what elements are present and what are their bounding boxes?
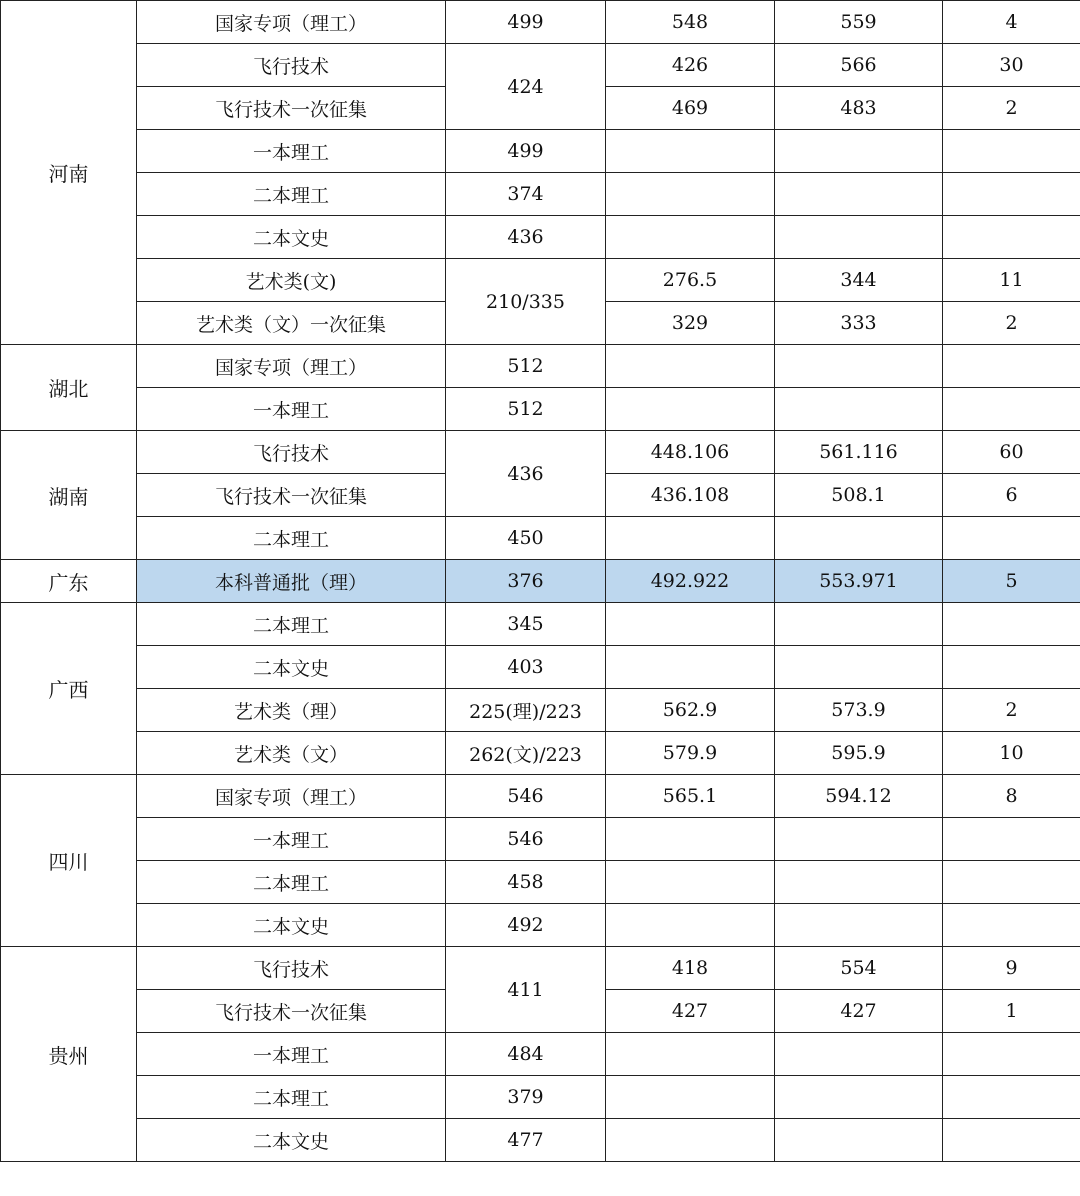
min-score-cell <box>606 216 775 259</box>
min-score-cell: 565.1 <box>606 775 775 818</box>
count-cell <box>943 904 1080 947</box>
category-cell: 二本文史 <box>137 904 446 947</box>
province-cell: 广西 <box>1 603 137 775</box>
count-cell <box>943 1076 1080 1119</box>
min-score-cell: 562.9 <box>606 689 775 732</box>
count-cell: 1 <box>943 990 1080 1033</box>
count-cell: 60 <box>943 431 1080 474</box>
category-cell: 二本理工 <box>137 603 446 646</box>
max-score-cell: 508.1 <box>775 474 943 517</box>
max-score-cell <box>775 818 943 861</box>
table-row <box>1 775 1080 818</box>
control-line-cell: 546 <box>446 818 606 861</box>
count-cell: 30 <box>943 44 1080 87</box>
max-score-cell: 333 <box>775 302 943 345</box>
min-score-cell: 436.108 <box>606 474 775 517</box>
control-line-cell: 379 <box>446 1076 606 1119</box>
category-cell: 一本理工 <box>137 1033 446 1076</box>
count-cell <box>943 818 1080 861</box>
category-cell: 飞行技术一次征集 <box>137 990 446 1033</box>
count-cell <box>943 861 1080 904</box>
max-score-cell: 483 <box>775 87 943 130</box>
min-score-cell <box>606 1076 775 1119</box>
count-cell: 4 <box>943 1 1080 44</box>
max-score-cell: 554 <box>775 947 943 990</box>
count-cell: 8 <box>943 775 1080 818</box>
min-score-cell: 418 <box>606 947 775 990</box>
min-score-cell <box>606 345 775 388</box>
max-score-cell <box>775 345 943 388</box>
min-score-cell: 426 <box>606 44 775 87</box>
category-cell: 艺术类（理） <box>137 689 446 732</box>
min-score-cell <box>606 1033 775 1076</box>
count-cell <box>943 1033 1080 1076</box>
min-score-cell: 276.5 <box>606 259 775 302</box>
max-score-cell: 595.9 <box>775 732 943 775</box>
table-row <box>1 818 1080 861</box>
min-score-cell <box>606 818 775 861</box>
max-score-cell <box>775 130 943 173</box>
category-cell: 艺术类（文） <box>137 732 446 775</box>
count-cell: 5 <box>943 560 1080 603</box>
count-cell: 9 <box>943 947 1080 990</box>
control-line-cell: 499 <box>446 1 606 44</box>
count-cell <box>943 345 1080 388</box>
min-score-cell: 427 <box>606 990 775 1033</box>
control-line-cell: 374 <box>446 173 606 216</box>
max-score-cell: 553.971 <box>775 560 943 603</box>
count-cell: 2 <box>943 87 1080 130</box>
province-cell: 广东 <box>1 560 137 603</box>
min-score-cell <box>606 904 775 947</box>
control-line-cell: 436 <box>446 431 606 517</box>
province-cell: 河南 <box>1 1 137 345</box>
count-cell <box>943 603 1080 646</box>
max-score-cell <box>775 388 943 431</box>
table-row <box>1 44 1080 87</box>
control-line-cell: 376 <box>446 560 606 603</box>
control-line-cell: 210/335 <box>446 259 606 345</box>
count-cell <box>943 1119 1080 1162</box>
min-score-cell: 329 <box>606 302 775 345</box>
province-cell: 湖北 <box>1 345 137 431</box>
category-cell: 二本理工 <box>137 517 446 560</box>
category-cell: 飞行技术一次征集 <box>137 474 446 517</box>
count-cell <box>943 173 1080 216</box>
control-line-cell: 403 <box>446 646 606 689</box>
table-row <box>1 904 1080 947</box>
category-cell: 国家专项（理工） <box>137 1 446 44</box>
category-cell: 本科普通批（理） <box>137 560 446 603</box>
min-score-cell <box>606 130 775 173</box>
control-line-cell: 225(理)/223 <box>446 689 606 732</box>
min-score-cell: 548 <box>606 1 775 44</box>
max-score-cell: 594.12 <box>775 775 943 818</box>
table-row <box>1 431 1080 474</box>
control-line-cell: 484 <box>446 1033 606 1076</box>
max-score-cell: 427 <box>775 990 943 1033</box>
table-row <box>1 388 1080 431</box>
control-line-cell: 546 <box>446 775 606 818</box>
min-score-cell <box>606 388 775 431</box>
max-score-cell <box>775 646 943 689</box>
category-cell: 二本理工 <box>137 861 446 904</box>
max-score-cell <box>775 216 943 259</box>
count-cell: 11 <box>943 259 1080 302</box>
max-score-cell: 561.116 <box>775 431 943 474</box>
min-score-cell <box>606 603 775 646</box>
category-cell: 二本理工 <box>137 1076 446 1119</box>
table-row <box>1 689 1080 732</box>
control-line-cell: 499 <box>446 130 606 173</box>
count-cell: 2 <box>943 302 1080 345</box>
count-cell <box>943 646 1080 689</box>
table-row <box>1 345 1080 388</box>
control-line-cell: 512 <box>446 345 606 388</box>
count-cell <box>943 216 1080 259</box>
count-cell: 6 <box>943 474 1080 517</box>
province-cell: 四川 <box>1 775 137 947</box>
control-line-cell: 450 <box>446 517 606 560</box>
category-cell: 飞行技术 <box>137 947 446 990</box>
category-cell: 二本文史 <box>137 216 446 259</box>
max-score-cell <box>775 603 943 646</box>
category-cell: 飞行技术 <box>137 431 446 474</box>
max-score-cell <box>775 1033 943 1076</box>
max-score-cell: 566 <box>775 44 943 87</box>
table-row <box>1 1 1080 44</box>
max-score-cell <box>775 1076 943 1119</box>
control-line-cell: 512 <box>446 388 606 431</box>
category-cell: 艺术类（文）一次征集 <box>137 302 446 345</box>
category-cell: 一本理工 <box>137 818 446 861</box>
category-cell: 国家专项（理工） <box>137 775 446 818</box>
category-cell: 一本理工 <box>137 388 446 431</box>
max-score-cell: 344 <box>775 259 943 302</box>
max-score-cell <box>775 517 943 560</box>
category-cell: 飞行技术一次征集 <box>137 87 446 130</box>
table-row <box>1 259 1080 302</box>
count-cell <box>943 130 1080 173</box>
category-cell: 二本文史 <box>137 646 446 689</box>
table-body <box>1 1 1080 1162</box>
min-score-cell <box>606 646 775 689</box>
table-row <box>1 947 1080 990</box>
table-row <box>1 216 1080 259</box>
max-score-cell: 573.9 <box>775 689 943 732</box>
category-cell: 二本文史 <box>137 1119 446 1162</box>
max-score-cell <box>775 904 943 947</box>
min-score-cell <box>606 173 775 216</box>
category-cell: 国家专项（理工） <box>137 345 446 388</box>
max-score-cell <box>775 1119 943 1162</box>
max-score-cell <box>775 173 943 216</box>
table-row <box>1 646 1080 689</box>
control-line-cell: 262(文)/223 <box>446 732 606 775</box>
table-row-highlighted <box>1 560 1080 603</box>
min-score-cell <box>606 1119 775 1162</box>
table-row <box>1 130 1080 173</box>
control-line-cell: 411 <box>446 947 606 1033</box>
province-cell: 湖南 <box>1 431 137 560</box>
category-cell: 二本理工 <box>137 173 446 216</box>
control-line-cell: 458 <box>446 861 606 904</box>
max-score-cell <box>775 861 943 904</box>
category-cell: 一本理工 <box>137 130 446 173</box>
count-cell: 10 <box>943 732 1080 775</box>
control-line-cell: 477 <box>446 1119 606 1162</box>
min-score-cell: 492.922 <box>606 560 775 603</box>
control-line-cell: 424 <box>446 44 606 130</box>
min-score-cell <box>606 517 775 560</box>
table-row <box>1 732 1080 775</box>
table-row <box>1 603 1080 646</box>
table-row <box>1 173 1080 216</box>
category-cell: 飞行技术 <box>137 44 446 87</box>
table-row <box>1 1033 1080 1076</box>
count-cell <box>943 517 1080 560</box>
min-score-cell <box>606 861 775 904</box>
category-cell: 艺术类(文) <box>137 259 446 302</box>
table-row <box>1 517 1080 560</box>
control-line-cell: 436 <box>446 216 606 259</box>
province-cell: 贵州 <box>1 947 137 1162</box>
max-score-cell: 559 <box>775 1 943 44</box>
table-row <box>1 1119 1080 1162</box>
control-line-cell: 492 <box>446 904 606 947</box>
control-line-cell: 345 <box>446 603 606 646</box>
min-score-cell: 579.9 <box>606 732 775 775</box>
table-row <box>1 1076 1080 1119</box>
count-cell <box>943 388 1080 431</box>
min-score-cell: 448.106 <box>606 431 775 474</box>
count-cell: 2 <box>943 689 1080 732</box>
table-row <box>1 861 1080 904</box>
min-score-cell: 469 <box>606 87 775 130</box>
